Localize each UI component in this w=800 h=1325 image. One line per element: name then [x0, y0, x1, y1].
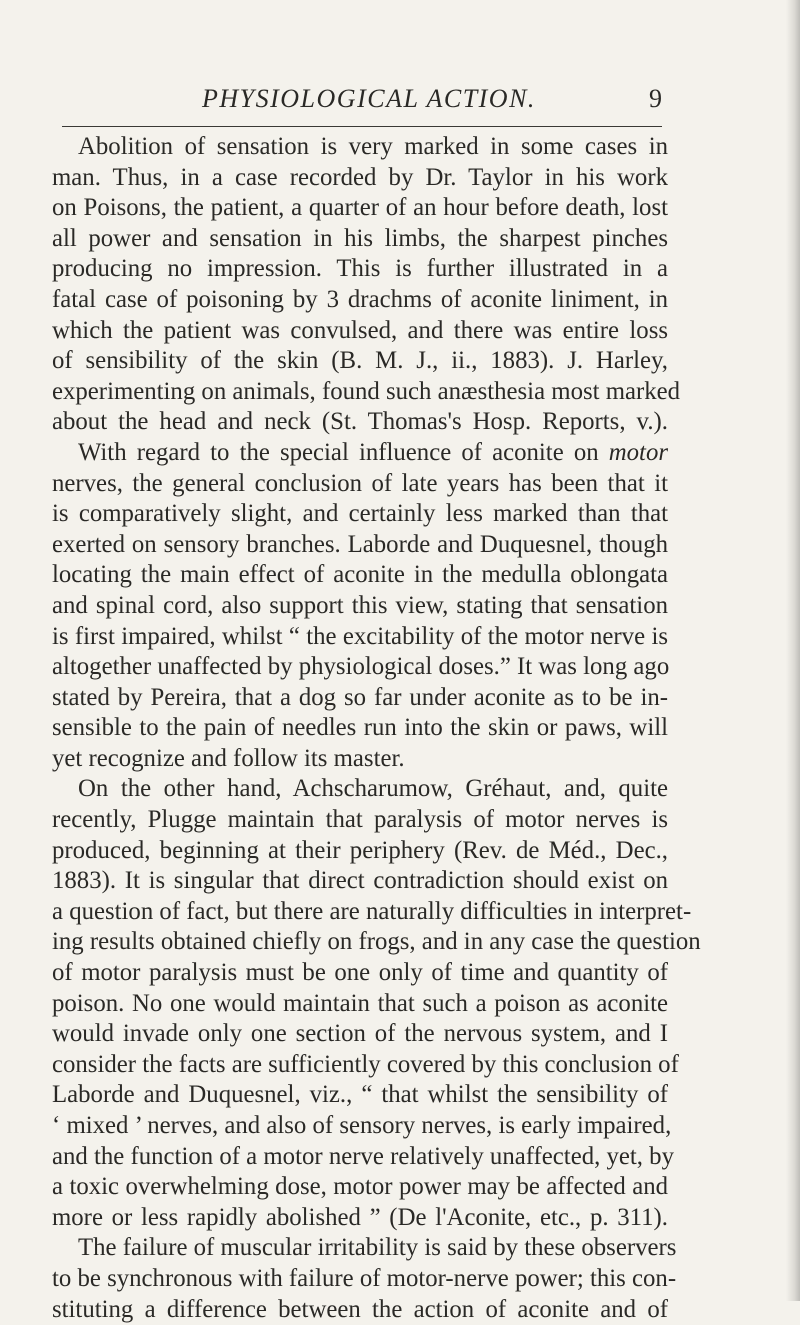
text-line: nerves, the general conclusion of late years has been that it	[52, 469, 668, 497]
text-line: a question of fact, but there are naturally difficulties in interpret-	[52, 897, 692, 925]
running-head	[62, 84, 662, 120]
running-title: PHYSIOLOGICAL ACTION.	[202, 84, 536, 113]
text-line: Abolition of sensation is very marked in some cases in	[78, 133, 668, 160]
text-line: sensible to the pain of needles run into the skin or paws, will	[52, 714, 668, 742]
text-line: is comparatively slight, and certainly less marked than that	[52, 500, 668, 528]
body-text	[52, 132, 701, 1325]
text-line: fatal case of poisoning by 3 drachms of aconite liniment, in	[52, 285, 668, 313]
text-line: poison. No one would maintain that such a poison as aconite	[52, 989, 668, 1017]
header-rule	[62, 126, 662, 127]
text-line: stated by Pereira, that a dog so far under aconite as to be in-	[52, 683, 668, 711]
text-line: and the function of a motor nerve relatively unaffected, yet, by	[52, 1142, 674, 1170]
text-line: 1883). It is singular that direct contradiction should exist on	[52, 867, 668, 895]
text-line: The failure of muscular irritability is said by these observers	[78, 1234, 677, 1262]
text-line: is first impaired, whilst “ the excitability of the motor nerve is	[52, 622, 668, 650]
text-line: man. Thus, in a case recorded by Dr. Taylor in his work	[52, 163, 668, 191]
text-line: a toxic overwhelming dose, motor power may be affected and	[52, 1173, 668, 1201]
text-line: exerted on sensory branches. Laborde and Duquesnel, though	[52, 530, 668, 558]
text-line: producing no impression. This is further illustrated in a	[52, 255, 668, 283]
text-line: produced, beginning at their periphery (Rev. de Méd., Dec.,	[52, 836, 668, 864]
text-line: about the head and neck (St. Thomas's Hosp. Reports, v.).	[52, 408, 668, 436]
text-line: ing results obtained chiefly on frogs, and in any case the question	[52, 928, 701, 956]
text-line: Laborde and Duquesnel, viz., “ that whilst the sensibility of	[52, 1081, 668, 1109]
text-line: locating the main effect of aconite in the medulla oblongata	[52, 561, 668, 589]
text-line: On the other hand, Achscharumow, Gréhaut, and, quite	[78, 775, 668, 803]
text-line: experimenting on animals, found such anæsthesia most marked	[52, 377, 681, 405]
page-number: 9	[649, 84, 662, 113]
text-line: more or less rapidly abolished ” (De l'Aconite, etc., p. 311).	[52, 1203, 668, 1231]
text-line: yet recognize and follow its master.	[52, 744, 405, 772]
text-line: would invade only one section of the nervous system, and I	[52, 1020, 668, 1048]
text-line: on Poisons, the patient, a quarter of an hour before death, lost	[52, 194, 668, 222]
text-line: all power and sensation in his limbs, the sharpest pinches	[52, 224, 668, 252]
page-edge-shadow	[786, 0, 800, 1301]
text-line: of motor paralysis must be one only of time and quantity of	[52, 959, 668, 987]
emphasis-motor: motor	[608, 438, 668, 466]
text-line: of sensibility of the skin (B. M. J., ii., 1883). J. Harley,	[52, 347, 668, 375]
text-line: recently, Plugge maintain that paralysis of motor nerves is	[52, 806, 668, 834]
text-line: ‘ mixed ’ nerves, and also of sensory nerves, is early impaired,	[52, 1112, 672, 1139]
text-line: which the patient was convulsed, and there was entire loss	[52, 316, 668, 344]
text-line: With regard to the special influence of aconite on motor	[78, 438, 668, 466]
text-line: stituting a difference between the action of aconite and of	[52, 1295, 668, 1323]
text-line: and spinal cord, also support this view, stating that sensation	[52, 591, 668, 619]
text-line: altogether unaffected by physiological doses.” It was long ago	[52, 653, 670, 681]
text-line: consider the facts are sufficiently covered by this conclusion of	[52, 1050, 679, 1078]
text-line: to be synchronous with failure of motor-nerve power; this con-	[52, 1264, 677, 1292]
